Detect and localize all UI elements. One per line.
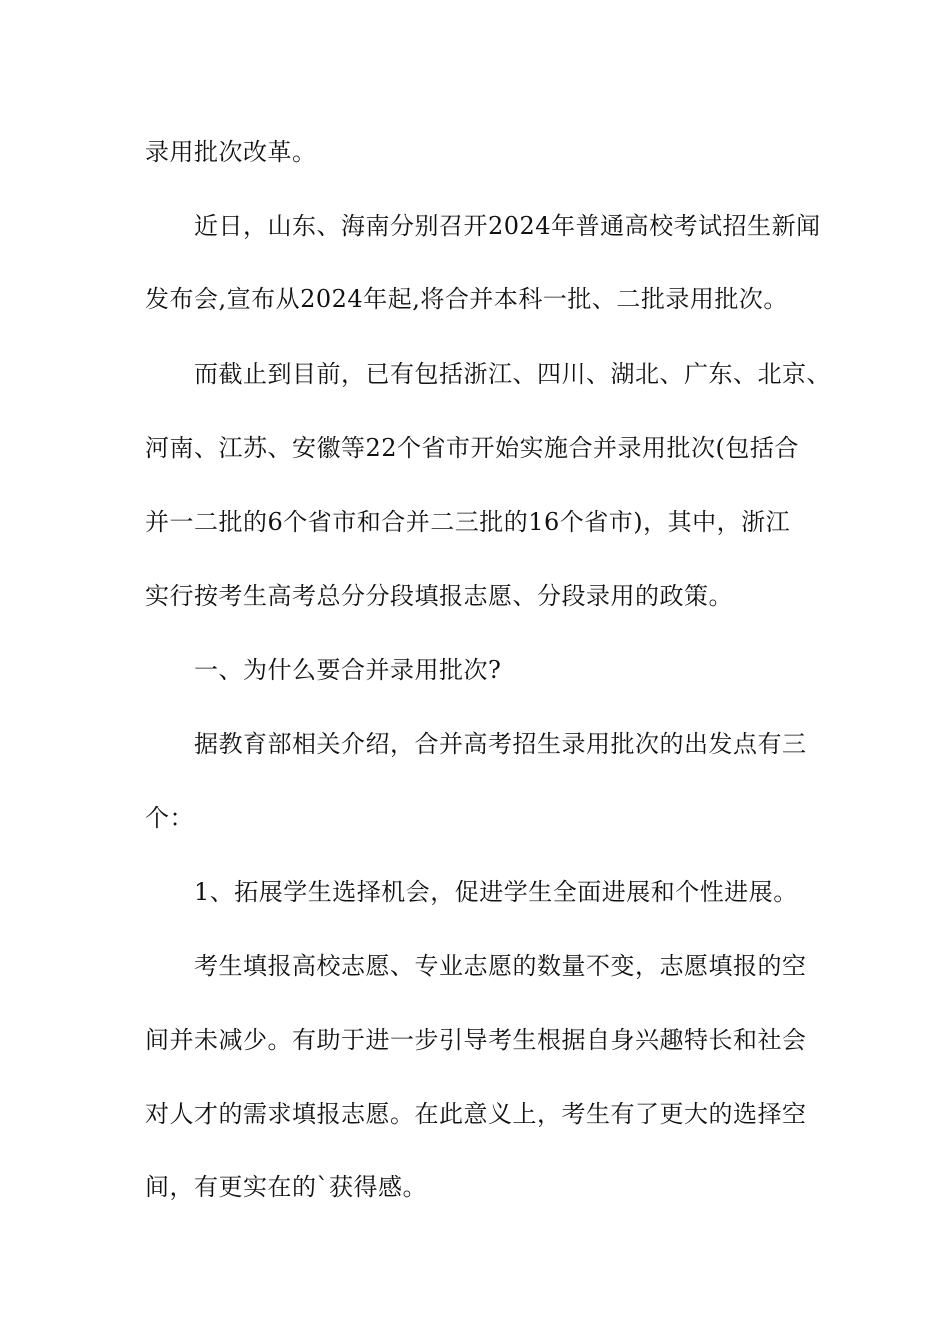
paragraph-line: 据教育部相关介绍，合并高考招生录用批次的出发点有三	[194, 730, 807, 758]
paragraph-line: 近日，山东、海南分别召开2024年普通高校考试招生新闻	[194, 212, 821, 240]
text-line: 河南、江苏、安徽等22个省市开始实施合并录用批次(包括合	[145, 434, 799, 462]
text-line: 间并未减少。有助于进一步引导考生根据自身兴趣特长和社会	[145, 1026, 807, 1054]
paragraph-line: 考生填报高校志愿、专业志愿的数量不变，志愿填报的空	[194, 952, 807, 980]
text-line: 个：	[145, 804, 194, 832]
text-line: 对人才的需求填报志愿。在此意义上，考生有了更大的选择空	[145, 1100, 807, 1128]
section-heading: 一、为什么要合并录用批次?	[194, 656, 502, 684]
list-item: 1、拓展学生选择机会，促进学生全面进展和个性进展。	[194, 878, 798, 906]
text-line: 间，有更实在的`获得感。	[145, 1173, 427, 1201]
text-line: 录用批次改革。	[145, 138, 317, 166]
text-line: 实行按考生高考总分分段填报志愿、分段录用的政策。	[145, 582, 733, 610]
paragraph-line: 而截止到目前，已有包括浙江、四川、湖北、广东、北京、	[194, 360, 831, 388]
text-line: 并一二批的6个省市和合并二三批的16个省市)，其中，浙江	[145, 508, 791, 536]
text-line: 发布会,宣布从2024年起,将合并本科一批、二批录用批次。	[145, 285, 788, 313]
